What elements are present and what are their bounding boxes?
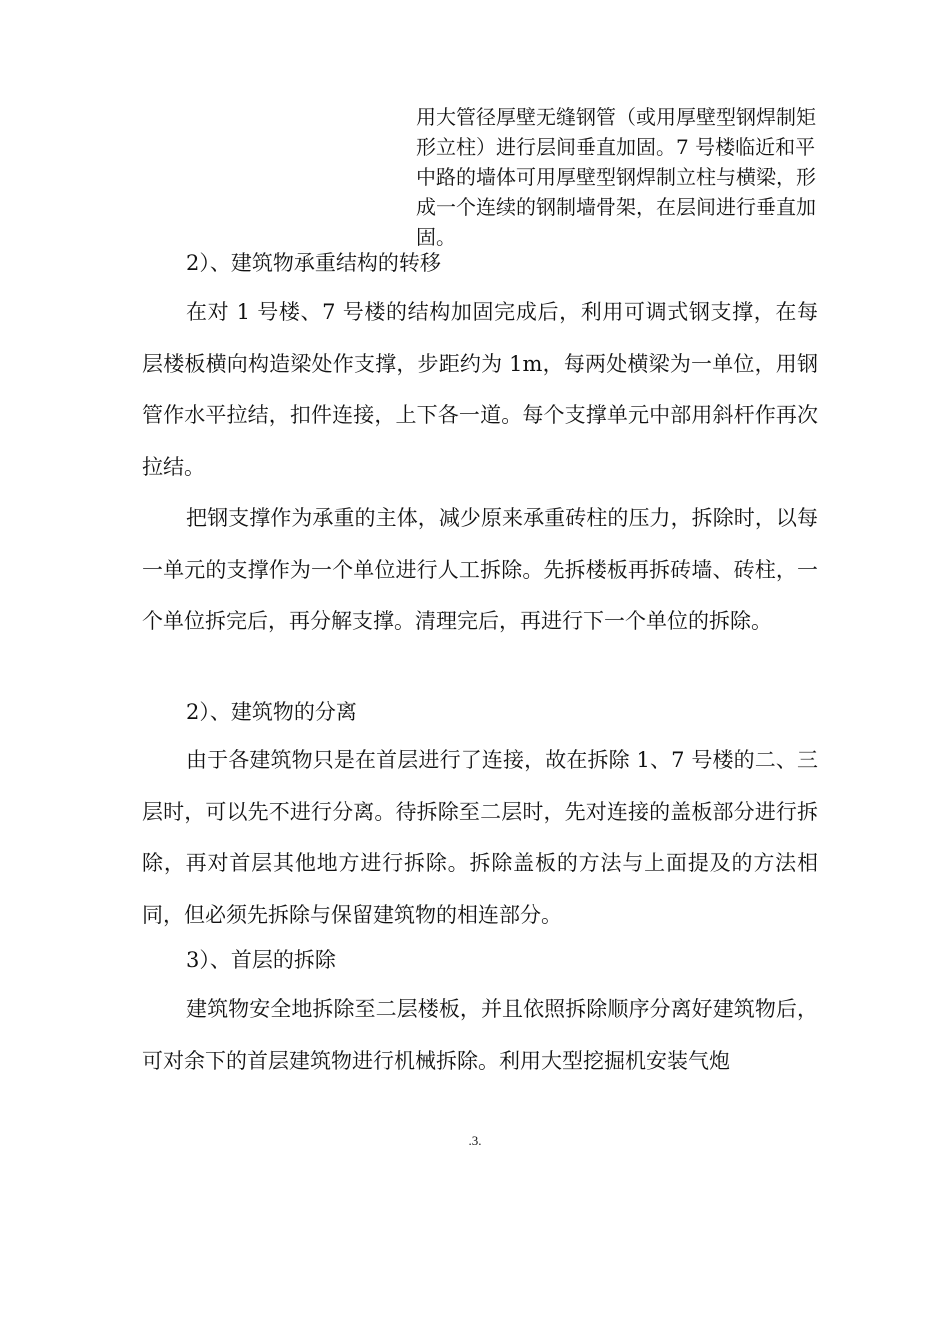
section-body	[142, 984, 818, 1087]
section-heading: 2）、建筑物承重结构的转移	[186, 251, 441, 275]
paragraph: 把钢支撑作为承重的主体，减少原来承重砖柱的压力，拆除时，以每一单元的支撑作为一个单位进行人工拆除。先拆楼板再拆砖墙、砖柱，一个单位拆完后，再分解支撑。清理完后，再进行下一个单位的拆除。	[142, 506, 818, 633]
paragraph: 用大管径厚壁无缝钢管（或用厚壁型钢焊制矩形立柱）进行层间垂直加固。7 号楼临近和平中路的墙体可用厚壁型钢焊制立柱与横梁，形成一个连续的钢制墙骨架，在层间进行垂直加固。	[416, 105, 816, 249]
section-body	[142, 287, 818, 648]
paragraph: 建筑物安全地拆除至二层楼板，并且依照拆除顺序分离好建筑物后，可对余下的首层建筑物进行机械拆除。利用大型挖掘机安装气炮	[142, 997, 818, 1073]
section-body	[142, 735, 818, 941]
paragraph: 由于各建筑物只是在首层进行了连接，故在拆除 1、7 号楼的二、三层时，可以先不进行分离。待拆除至二层时，先对连接的盖板部分进行拆除，再对首层其他地方进行拆除。拆除盖板的方法与上面提及的方法相同，但必须先拆除与保留建筑物的相连部分。	[142, 748, 818, 927]
table-cell-text	[416, 102, 816, 252]
section-heading: 2）、建筑物的分离	[186, 700, 357, 724]
section-heading: 3）、首层的拆除	[186, 948, 336, 972]
page-number: .3.	[468, 1133, 482, 1148]
paragraph: 在对 1 号楼、7 号楼的结构加固完成后，利用可调式钢支撑，在每层楼板横向构造梁处作支撑，步距约为 1m，每两处横梁为一单位，用钢管作水平拉结，扣件连接，上下各一道。每个支撑单元中部用斜杆作再次拉结。	[142, 300, 818, 479]
